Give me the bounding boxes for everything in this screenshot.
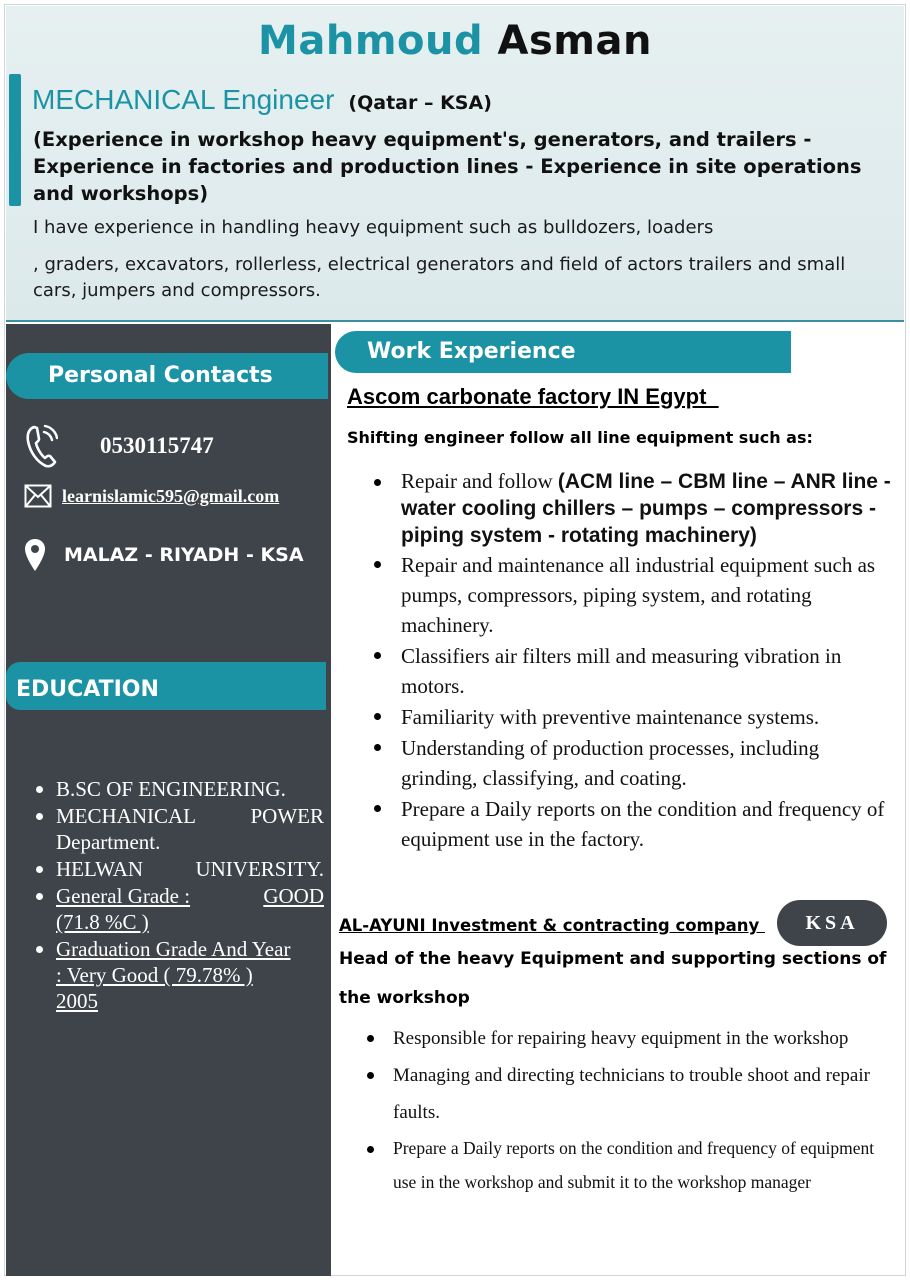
edu-dept-c: Department. xyxy=(56,830,161,854)
mail-icon xyxy=(24,484,52,508)
list-item xyxy=(34,883,324,935)
job2-duty3: Prepare a Daily reports on the condition and frequency of equipment use in the workshop and submit it to the workshop manager xyxy=(393,1138,875,1192)
job2-company: AL-AYUNI Investment & contracting company xyxy=(339,916,765,935)
job2-duties xyxy=(365,1020,897,1199)
edu-grad-c: 2005 xyxy=(56,989,98,1013)
edu-univ-a: HELWAN xyxy=(56,857,144,881)
list-item xyxy=(371,794,893,854)
edu-grade-a: General Grade : xyxy=(56,884,191,908)
list-item xyxy=(34,776,324,802)
job1-duty6: Prepare a Daily reports on the condition and frequency of equipment use in the factory. xyxy=(401,797,885,851)
last-name: Asman xyxy=(497,18,652,64)
job1-duties xyxy=(371,468,893,855)
list-item xyxy=(34,936,324,1014)
list-item xyxy=(365,1020,897,1057)
edu-grade-b: GOOD xyxy=(263,884,324,908)
job2-duty1: Responsible for repairing heavy equipment in the workshop xyxy=(393,1028,849,1049)
experience-summary: (Experience in workshop heavy equipment's, generators, and trailers - Experience in factories and production lines - Experience in site operations and workshops) xyxy=(33,128,862,205)
location-pin-icon xyxy=(24,538,46,572)
job1-company: Ascom carbonate factory IN Egypt xyxy=(347,384,719,409)
intro-line-1: I have experience in handling heavy equipment such as bulldozers, loaders xyxy=(33,217,714,238)
phone-number[interactable]: 0530115747 xyxy=(100,433,214,458)
role-line xyxy=(32,84,492,116)
sidebar xyxy=(6,324,331,1276)
job-location: (Qatar – KSA) xyxy=(348,92,492,114)
job1-duty4: Familiarity with preventive maintenance systems. xyxy=(401,705,820,729)
edu-grad-b: : Very Good ( 79.78% ) xyxy=(56,963,253,987)
personal-contacts-heading: Personal Contacts xyxy=(6,353,328,399)
job1-duty2: Repair and maintenance all industrial equipment such as pumps, compressors, piping system, and rotating machinery. xyxy=(401,553,876,637)
list-item xyxy=(371,550,893,640)
edu-dept-a: MECHANICAL xyxy=(56,804,196,828)
list-item xyxy=(34,803,324,855)
education-heading: EDUCATION xyxy=(6,662,326,710)
job1-duty1-lead: Repair and follow xyxy=(401,469,558,493)
list-item xyxy=(34,856,324,882)
phone-icon xyxy=(24,424,58,468)
main-content xyxy=(331,324,904,1276)
phone-contact xyxy=(24,424,214,468)
edu-grad-a: Graduation Grade And Year xyxy=(56,937,291,961)
job-role: MECHANICAL Engineer xyxy=(32,84,335,115)
job1-duty3: Classifiers air filters mill and measuring vibration in motors. xyxy=(401,644,842,698)
candidate-name xyxy=(6,18,904,64)
job2-duty2: Managing and directing technicians to trouble shoot and repair faults. xyxy=(393,1065,870,1123)
education-list xyxy=(34,776,324,1015)
address: MALAZ - RIYADH - KSA xyxy=(64,544,304,566)
edu-dept-b: POWER xyxy=(250,804,324,828)
accent-bar xyxy=(9,74,21,206)
list-item xyxy=(371,702,893,732)
list-item xyxy=(371,641,893,701)
list-item xyxy=(365,1057,897,1131)
intro-line-2: , graders, excavators, rollerless, electrical generators and field of actors trailers and small cars, jumpers and compressors. xyxy=(33,254,846,301)
job1-duty1-bold: (ACM line – CBM line – ANR line - water cooling chillers – pumps – compressors - piping system - rotating machinery) xyxy=(401,470,891,547)
ksa-badge: KSA xyxy=(777,900,887,946)
first-name: Mahmoud xyxy=(258,18,484,64)
edu-univ-b: UNIVERSITY. xyxy=(195,857,324,881)
edu-degree: B.SC OF ENGINEERING. xyxy=(56,777,286,801)
job1-duty5: Understanding of production processes, including grinding, classifying, and coating. xyxy=(401,736,820,790)
list-item xyxy=(371,468,893,549)
resume-header xyxy=(6,6,904,322)
job1-subtitle: Shifting engineer follow all line equipment such as: xyxy=(347,428,813,447)
email-address[interactable]: learnislamic595@gmail.com xyxy=(62,485,280,506)
job2-title: Head of the heavy Equipment and supporting sections of the workshop xyxy=(339,949,887,1008)
list-item xyxy=(371,733,893,793)
edu-grade-c: (71.8 %C ) xyxy=(56,910,149,934)
email-contact xyxy=(24,484,279,508)
list-item xyxy=(365,1131,897,1199)
work-experience-heading: Work Experience xyxy=(335,331,791,373)
address-contact xyxy=(24,538,304,572)
